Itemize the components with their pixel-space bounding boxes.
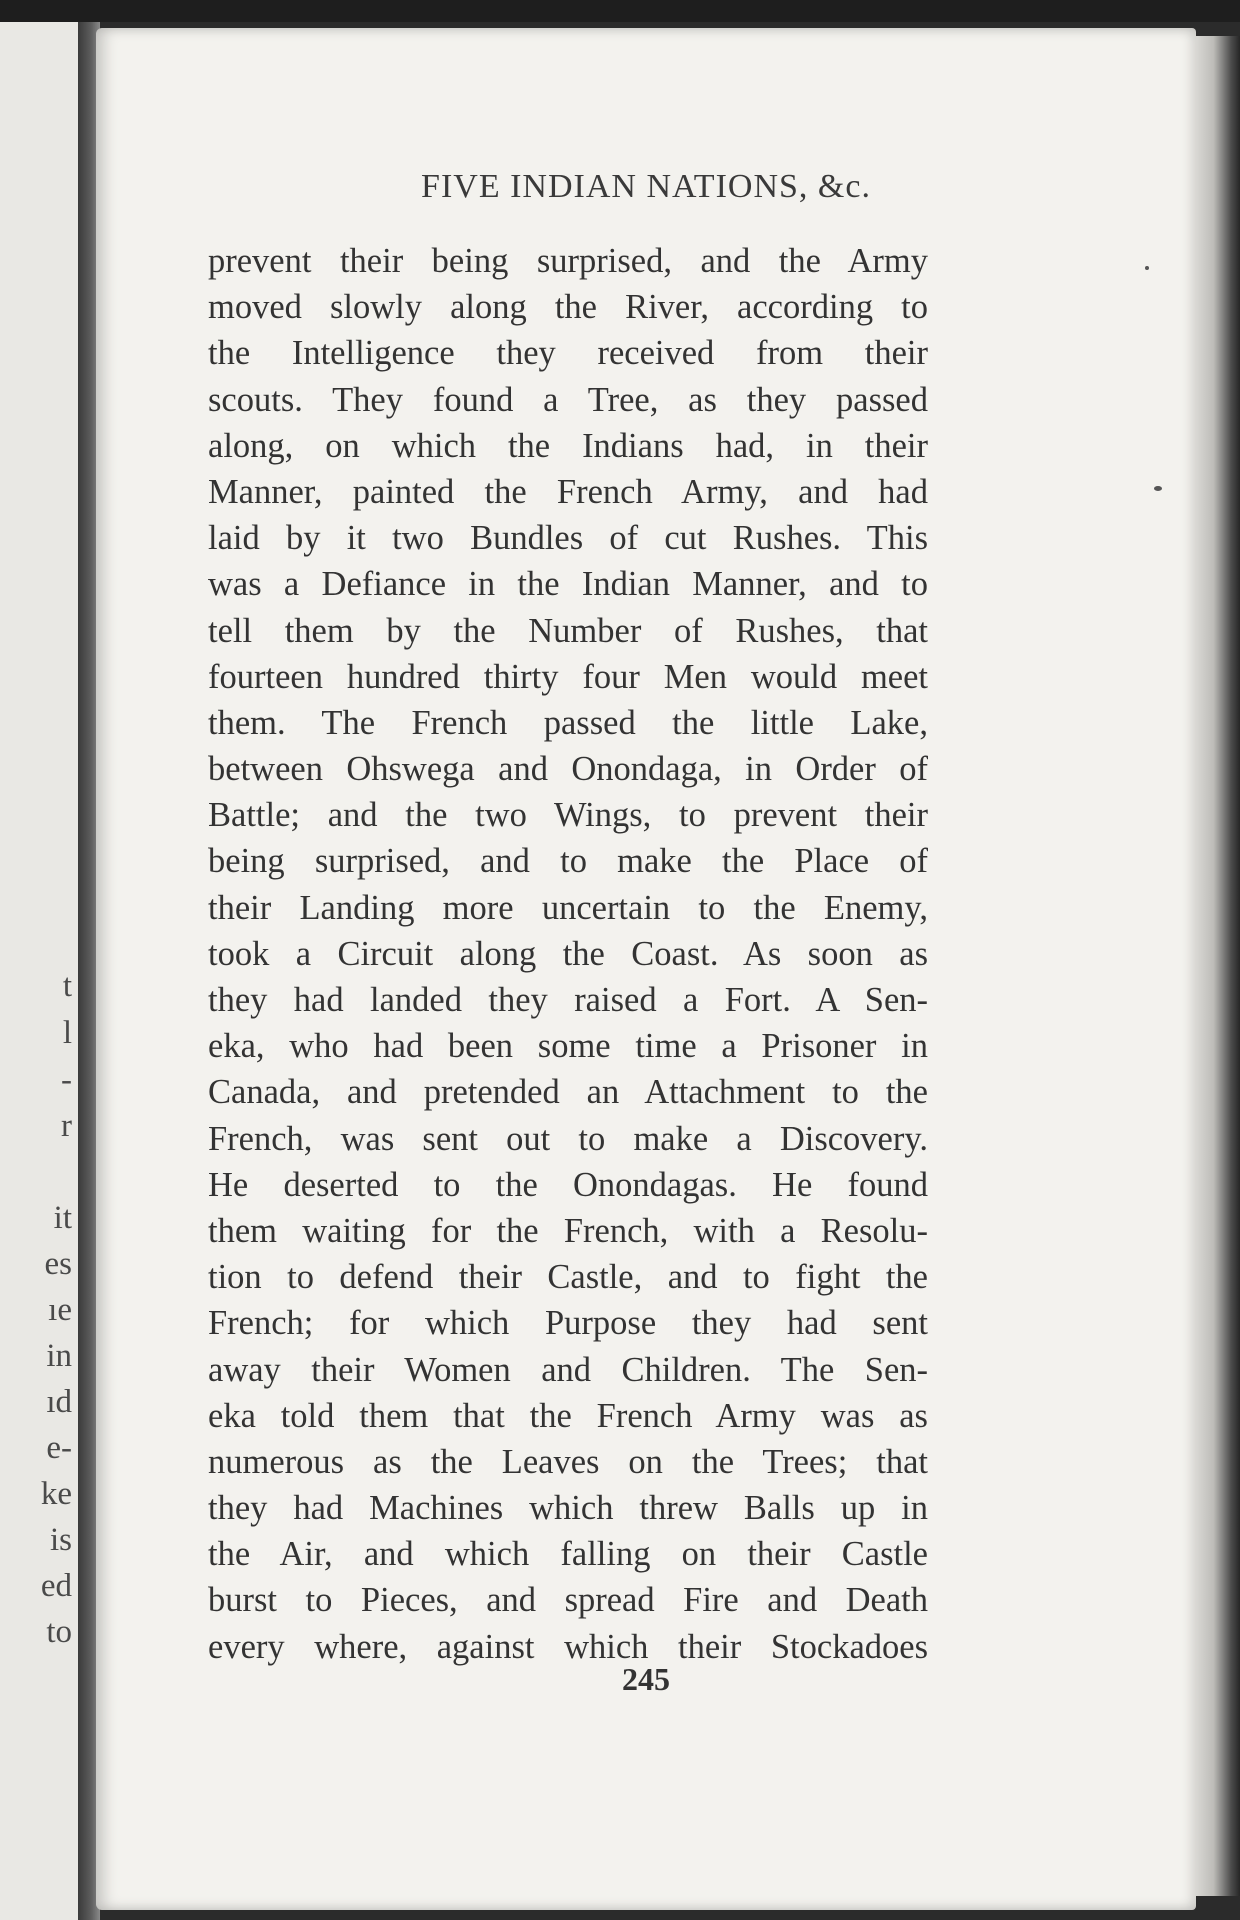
- text-line: Battle; and the two Wings, to prevent their: [208, 796, 928, 835]
- text-line: away their Women and Children. The Sen-: [208, 1350, 928, 1389]
- running-head: FIVE INDIAN NATIONS, &c.: [421, 168, 871, 205]
- text-line: every where, against which their Stockadoes: [208, 1627, 928, 1666]
- text-line: fourteen hundred thirty four Men would meet: [208, 657, 928, 696]
- text-line: moved slowly along the River, according to: [208, 288, 928, 327]
- text-line: they had Machines which threw Balls up in: [208, 1489, 928, 1528]
- text-line: scouts. They found a Tree, as they passed: [208, 380, 928, 419]
- text-line: between Ohswega and Onondaga, in Order of: [208, 750, 928, 789]
- body-text: [208, 238, 928, 1670]
- text-line: the Intelligence they received from their: [208, 334, 928, 373]
- text-line: them. The French passed the little Lake,: [208, 703, 928, 742]
- facing-page-text: l: [62, 1015, 72, 1051]
- facing-page-text: ed: [40, 1568, 72, 1604]
- text-line: was a Defiance in the Indian Manner, and to: [208, 565, 928, 604]
- facing-page-text: ke: [40, 1476, 72, 1512]
- text-line: French, was sent out to make a Discovery.: [208, 1119, 928, 1158]
- text-line: their Landing more uncertain to the Enemy,: [208, 888, 928, 927]
- text-line: tion to defend their Castle, and to fight the: [208, 1258, 928, 1297]
- paper-speck: [1154, 486, 1162, 491]
- text-line: the Air, and which falling on their Castle: [208, 1535, 928, 1574]
- facing-page-text: to: [46, 1614, 72, 1650]
- facing-page-text: e-: [46, 1430, 72, 1466]
- text-line: burst to Pieces, and spread Fire and Death: [208, 1581, 928, 1620]
- facing-page-text: -: [61, 1062, 72, 1098]
- text-line: laid by it two Bundles of cut Rushes. This: [208, 519, 928, 558]
- facing-page-text: ıd: [46, 1384, 72, 1420]
- text-line: eka, who had been some time a Prisoner in: [208, 1027, 928, 1066]
- text-line: tell them by the Number of Rushes, that: [208, 611, 928, 650]
- text-line: eka told them that the French Army was as: [208, 1396, 928, 1435]
- text-line: them waiting for the French, with a Resolu-: [208, 1211, 928, 1250]
- paper-speck: [1145, 266, 1149, 270]
- text-line: Canada, and pretended an Attachment to the: [208, 1073, 928, 1112]
- text-line: being surprised, and to make the Place of: [208, 842, 928, 881]
- facing-page-text: ıe: [48, 1292, 72, 1328]
- text-line: numerous as the Leaves on the Trees; that: [208, 1442, 928, 1481]
- text-line: French; for which Purpose they had sent: [208, 1304, 928, 1343]
- text-line: along, on which the Indians had, in their: [208, 426, 928, 465]
- text-line: took a Circuit along the Coast. As soon as: [208, 934, 928, 973]
- facing-page-text: it: [53, 1200, 72, 1236]
- facing-page-text: in: [46, 1338, 72, 1374]
- page-number: 245: [622, 1661, 670, 1697]
- facing-page-text: t: [62, 968, 72, 1004]
- text-line: prevent their being surprised, and the Army: [208, 242, 928, 280]
- facing-page-fragment: [0, 22, 78, 1920]
- facing-page-text: r: [61, 1108, 72, 1144]
- page-edge: [1196, 36, 1240, 1896]
- scan-top-border: [0, 0, 1240, 22]
- facing-page-text: is: [49, 1522, 72, 1558]
- text-line: they had landed they raised a Fort. A Sen-: [208, 981, 928, 1019]
- facing-page-text: es: [44, 1246, 72, 1282]
- text-line: He deserted to the Onondagas. He found: [208, 1165, 928, 1204]
- text-line: Manner, painted the French Army, and had: [208, 472, 928, 511]
